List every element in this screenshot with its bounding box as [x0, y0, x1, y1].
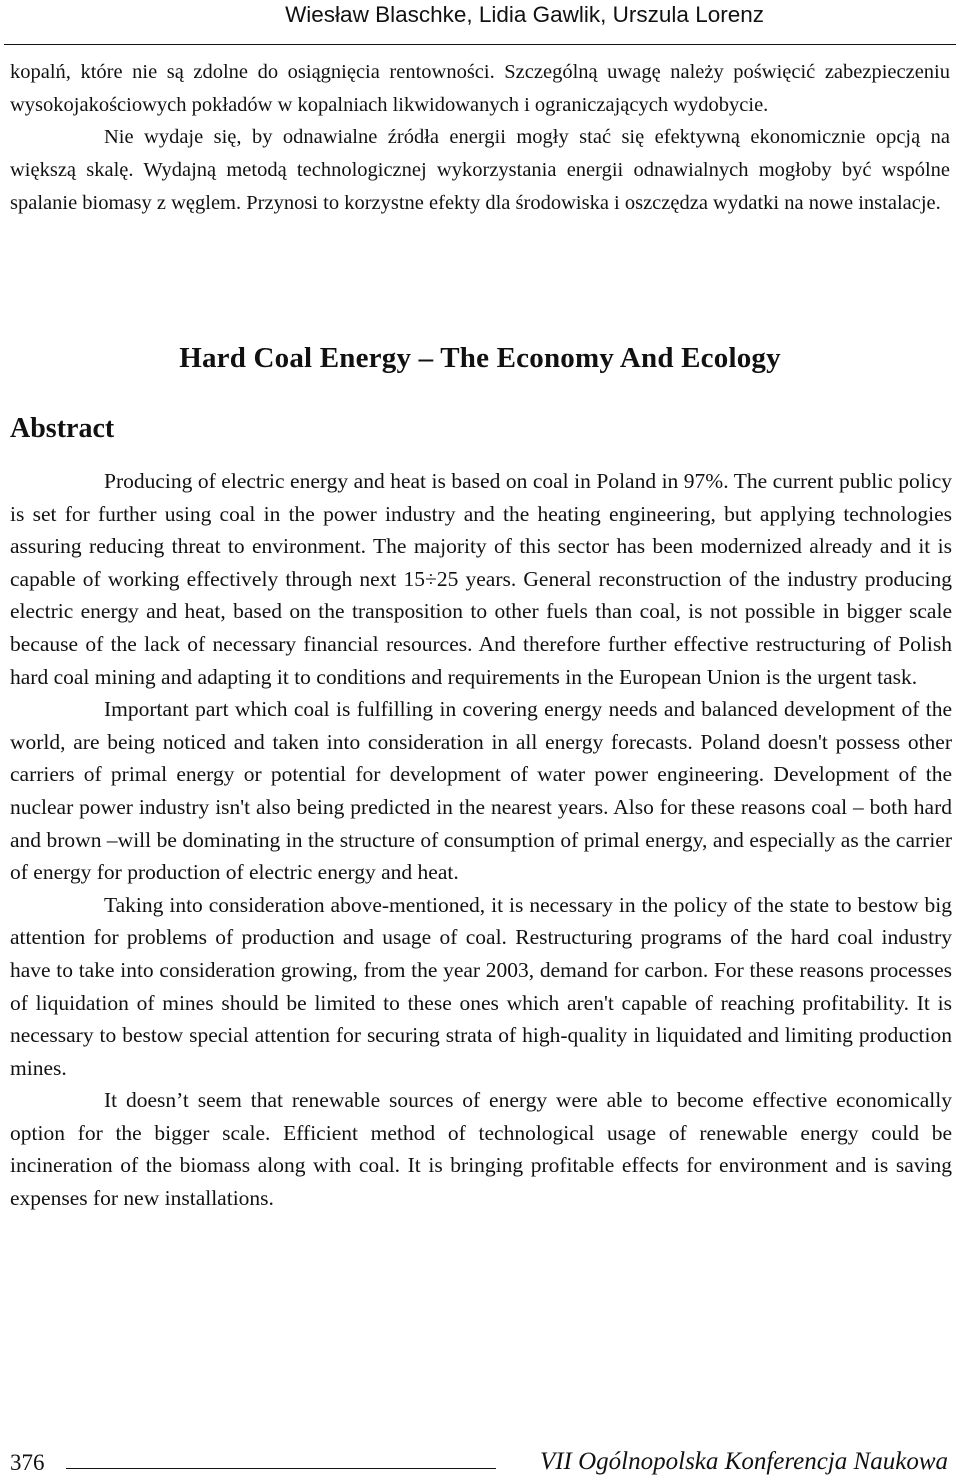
- running-header: Wiesław Blaschke, Lidia Gawlik, Urszula Lorenz: [285, 2, 764, 27]
- polish-paragraph: kopalń, które nie są zdolne do osiągnięcia rentowności. Szczególną uwagę należy poświęcić zabezpieczeniu wysokojakościowych pokładów w kopalniach likwidowanych i ograniczających wydobycie.: [10, 61, 950, 116]
- article-title: Hard Coal Energy – The Economy And Ecology: [179, 342, 781, 374]
- abstract-paragraph: It doesn’t seem that renewable sources of energy were able to become effective economically option for the bigger scale. Efficient method of technological usage of renewable energy could be incineration of the biomass along with coal. It is bringing profitable effects for environment and is saving expenses for new installations.: [10, 1088, 952, 1211]
- abstract-paragraph: Producing of electric energy and heat is based on coal in Poland in 97%. The current public policy is set for further using coal in the power industry and the heating engineering, but applying technologies assuring reducing threat to environment. The majority of this sector has been modernized already and it is capable of working effectively through next 15÷25 years. General reconstruction of the industry producing electric energy and heat, based on the transposition to other fuels than coal, is not possible in bigger scale because of the lack of necessary financial resources. And therefore further effective restructuring of Polish hard coal mining and adapting it to conditions and requirements in the European Union is the urgent task.: [10, 469, 952, 689]
- polish-paragraph: Nie wydaje się, by odnawialne źródła energii mogły stać się efektywną ekonomicznie opcją na większą skalę. Wydajną metodą technologicznej wykorzystania energii odnawialnych mogłoby być wspólne spalanie biomasy z węglem. Przynosi to korzystne efekty dla środowiska i oszczędza wydatki na nowe instalacje.: [10, 126, 950, 214]
- footer-rule: [66, 1468, 496, 1469]
- polish-text-section: [10, 56, 950, 220]
- footer-conference: VII Ogólnopolska Konferencja Naukowa: [539, 1448, 948, 1475]
- page-number: 376: [10, 1450, 45, 1475]
- abstract-heading: Abstract: [10, 413, 115, 444]
- abstract-paragraph: Important part which coal is fulfilling in covering energy needs and balanced development of the world, are being noticed and taken into consideration in all energy forecasts. Poland doesn't possess other carriers of primal energy or potential for development of water power engineering. Development of the nuclear power industry isn't also being predicted in the nearest years. Also for these reasons coal – both hard and brown –will be dominating in the structure of consumption of primal energy, and especially as the carrier of energy for production of electric energy and heat.: [10, 697, 952, 885]
- abstract-paragraph: Taking into consideration above-mentioned, it is necessary in the policy of the state to bestow big attention for problems of production and usage of coal. Restructuring programs of the hard coal industry have to take into consideration growing, from the year 2003, demand for carbon. For these reasons processes of liquidation of mines should be limited to these ones which aren't capable of reaching profitability. It is necessary to bestow special attention for securing strata of high-quality in liquidated and limiting production mines.: [10, 892, 952, 1080]
- abstract-body: [10, 465, 952, 1215]
- header-rule: [4, 44, 956, 45]
